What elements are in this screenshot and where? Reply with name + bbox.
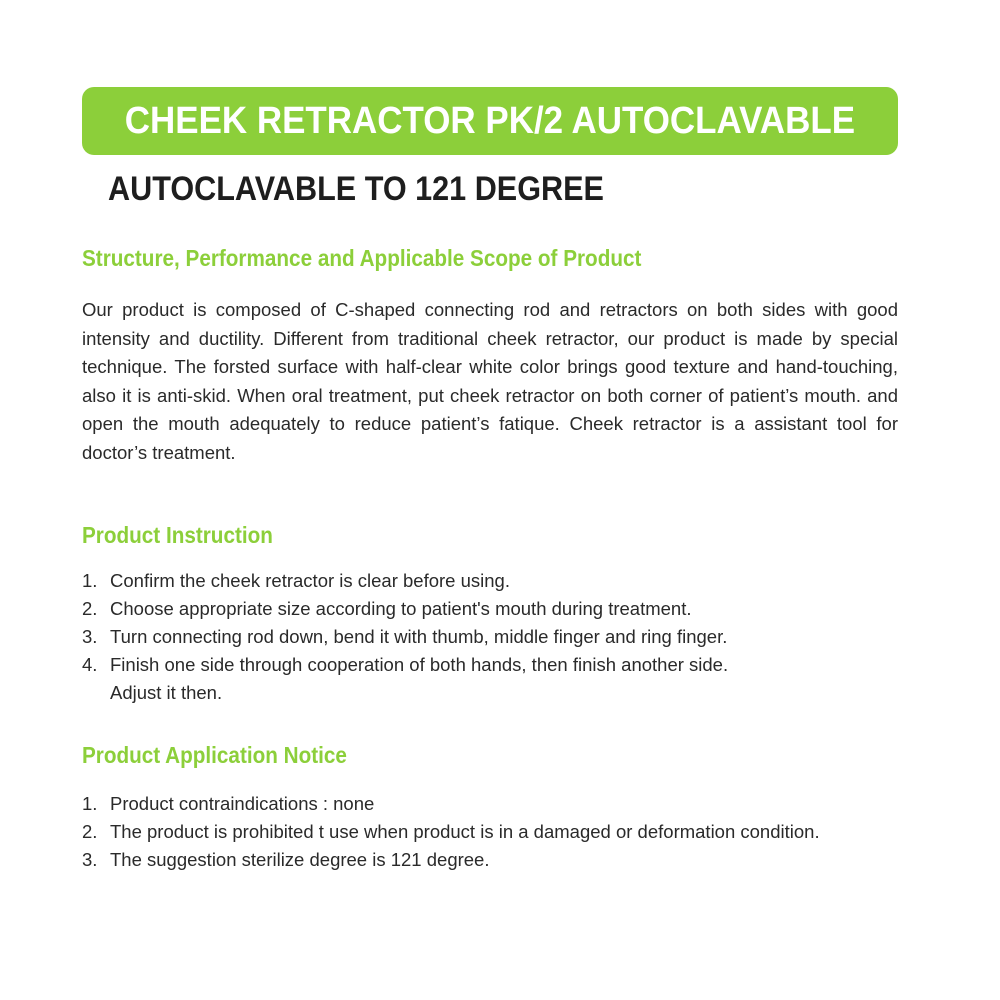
list-item-text: Product contraindications : none: [110, 793, 375, 814]
title-banner: [82, 87, 898, 155]
list-item-text: The suggestion sterilize degree is 121 degree.: [110, 849, 490, 870]
list-item: [82, 790, 902, 818]
list-item: [82, 567, 902, 595]
list-item-number: 4.: [82, 654, 98, 675]
list-item-number: 1.: [82, 793, 98, 814]
instruction-list: [82, 567, 902, 707]
list-item-text: Choose appropriate size according to patient's mouth during treatment.: [110, 598, 692, 619]
list-item-text-continuation: Adjust it then.: [110, 682, 223, 703]
list-item: [82, 818, 902, 846]
list-item-number: 2.: [82, 821, 98, 842]
list-item: [82, 595, 902, 623]
list-item-number: 3.: [82, 849, 98, 870]
list-item-text: Turn connecting rod down, bend it with thumb, middle finger and ring finger.: [110, 626, 728, 647]
list-item-text: Confirm the cheek retractor is clear before using.: [110, 570, 510, 591]
list-item-number: 3.: [82, 626, 98, 647]
list-item-number: 2.: [82, 598, 98, 619]
page-subtitle: AUTOCLAVABLE TO 121 DEGREE: [108, 170, 604, 208]
section-heading-instruction: Product Instruction: [82, 522, 273, 548]
list-item: [82, 623, 902, 651]
list-item-number: 1.: [82, 570, 98, 591]
page-title: CHEEK RETRACTOR PK/2 AUTOCLAVABLE: [124, 99, 856, 142]
list-item-text: Finish one side through cooperation of both hands, then finish another side.: [110, 654, 729, 675]
notice-list: [82, 790, 902, 874]
list-item: [82, 846, 902, 874]
list-item: [82, 651, 902, 707]
section-heading-structure: Structure, Performance and Applicable Scope of Product: [82, 245, 642, 271]
structure-paragraph: Our product is composed of C-shaped connecting rod and retractors on both sides with good intensity and ductility. Different from traditional cheek retractor, our product is made by special technique. The forsted surface with half-clear white color brings good texture and hand-touching, also it is anti-skid. When oral treatment, put cheek retractor on both corner of patient’s mouth. and open the mouth adequately to reduce patient’s fatique. Cheek retractor is a assistant tool for doctor’s treatment.: [82, 299, 898, 463]
section-heading-notice: Product Application Notice: [82, 742, 347, 768]
list-item-text: The product is prohibited t use when product is in a damaged or deformation condition.: [110, 821, 820, 842]
